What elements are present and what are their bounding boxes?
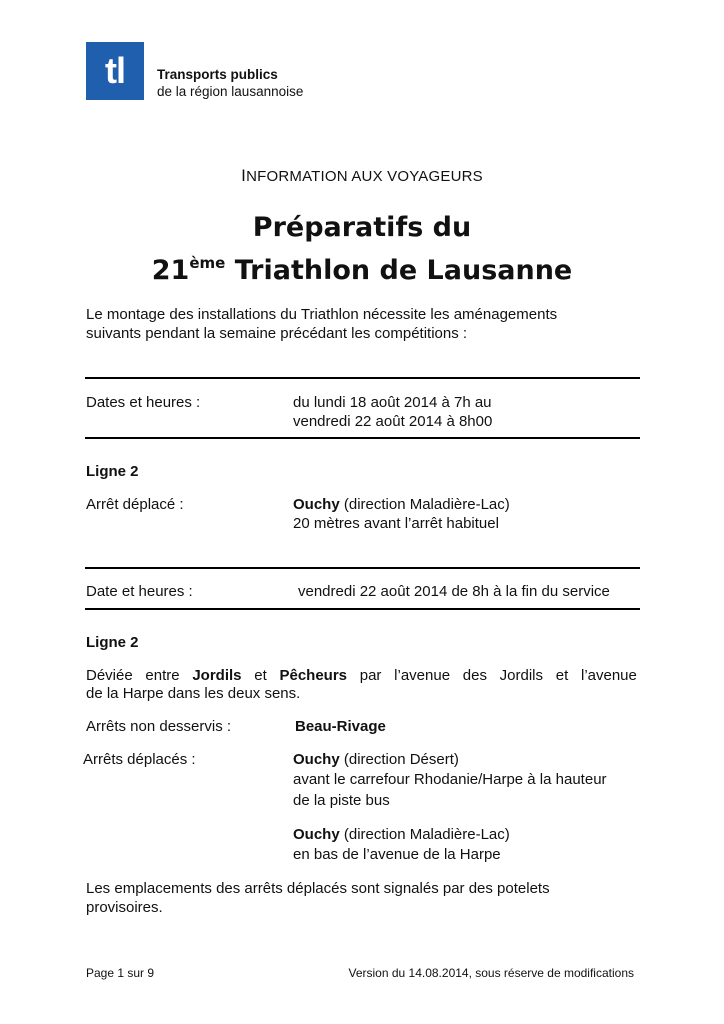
section1-dates-label: Dates et heures : (86, 394, 201, 411)
moved-stop1-line3: de la piste bus (293, 792, 390, 809)
deviation-word-jordils: Jordils (192, 667, 242, 684)
section2-date-value: vendredi 22 août 2014 de 8h à la fin du service (298, 583, 610, 600)
section1-dates-value-line2: vendredi 22 août 2014 à 8h00 (293, 413, 493, 430)
tl-logo: tl (86, 42, 144, 100)
deviation-line2: de la Harpe dans les deux sens. (86, 685, 301, 702)
section2-line-heading: Ligne 2 (86, 634, 139, 651)
divider (85, 437, 640, 439)
moved-stop2-name: Ouchy (293, 826, 340, 843)
moved-stop2-direction: (direction Maladière-Lac) (339, 826, 510, 843)
page-title-line2 (0, 254, 724, 286)
closing-line2: provisoires. (86, 899, 163, 916)
intro-line1: Le montage des installations du Triathlon nécessite les aménagements (86, 306, 558, 323)
moved-stop2-line2: en bas de l’avenue de la Harpe (293, 846, 501, 863)
deviation-word: et (555, 667, 569, 684)
section1-stop-label: Arrêt déplacé : (86, 496, 184, 513)
section1-dates-value-line1: du lundi 18 août 2014 à 7h au (293, 394, 492, 411)
divider (85, 608, 640, 610)
deviation-word: et (254, 667, 267, 684)
org-name-line1: Transports publics (157, 67, 278, 82)
moved-stop1-line2: avant le carrefour Rhodanie/Harpe à la hauteur (293, 771, 607, 788)
deviation-line1 (86, 666, 637, 685)
title-rest: Triathlon de Lausanne (225, 255, 573, 286)
deviation-word: par (359, 667, 382, 684)
deviation-word: Jordils (499, 667, 544, 684)
org-name-line2: de la région lausannoise (157, 84, 304, 99)
kicker-initial: I (241, 166, 247, 185)
divider (85, 567, 640, 569)
intro-line2: suivants pendant la semaine précédant les compétitions : (86, 325, 468, 342)
footer-version: Version du 14.08.2014, sous réserve de modifications (348, 966, 634, 980)
section2-date-label: Date et heures : (86, 583, 193, 600)
section1-stop-note: 20 mètres avant l’arrêt habituel (293, 515, 499, 532)
moved-stops-label: Arrêts déplacés : (83, 751, 196, 768)
deviation-word: Déviée (86, 667, 133, 684)
moved-stop1-direction: (direction Désert) (339, 751, 459, 768)
divider (85, 377, 640, 379)
closing-line1: Les emplacements des arrêts déplacés sont signalés par des potelets (86, 880, 550, 897)
title-superscript: ème (189, 254, 226, 272)
deviation-word: entre (145, 667, 180, 684)
section1-stop-value (293, 495, 510, 514)
kicker-heading (0, 166, 724, 186)
deviation-word-pecheurs: Pêcheurs (279, 667, 348, 684)
deviation-word: l’avenue (394, 667, 451, 684)
stop-name: Ouchy (293, 496, 340, 513)
deviation-word: l’avenue (580, 667, 637, 684)
title-number: 21 (151, 255, 190, 286)
moved-stop1-line1 (293, 750, 459, 769)
page-title-line1: Préparatifs du (252, 212, 472, 243)
footer-page-number: Page 1 sur 9 (86, 966, 155, 980)
not-served-label: Arrêts non desservis : (86, 718, 232, 735)
stop-direction: (direction Maladière-Lac) (339, 496, 510, 513)
moved-stop2-line1 (293, 825, 510, 844)
kicker-rest: NFORMATION AUX VOYAGEURS (246, 168, 483, 185)
not-served-value: Beau-Rivage (295, 718, 386, 735)
moved-stop1-name: Ouchy (293, 751, 340, 768)
section1-line-heading: Ligne 2 (86, 463, 139, 480)
deviation-word: des (462, 667, 487, 684)
